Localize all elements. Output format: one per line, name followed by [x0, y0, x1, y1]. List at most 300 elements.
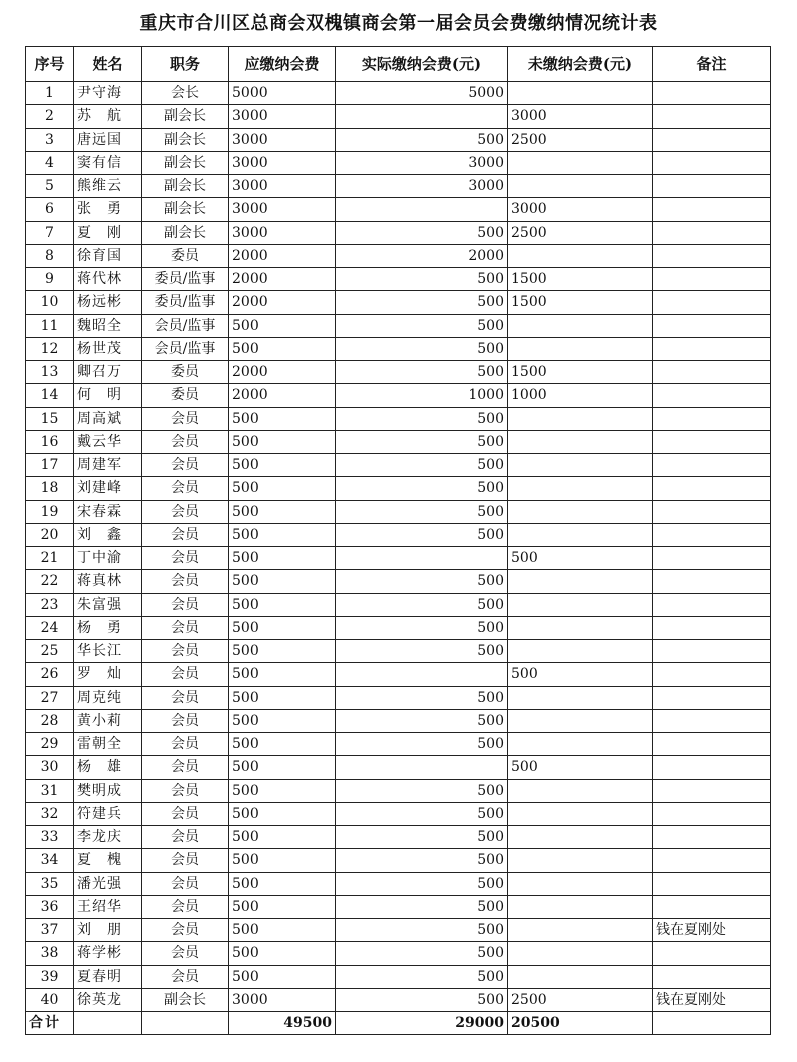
cell-name: 符建兵 [74, 802, 142, 825]
cell-name: 丁中渝 [74, 547, 142, 570]
cell-name: 杨世茂 [74, 337, 142, 360]
cell-role: 会员 [142, 523, 229, 546]
cell-paid: 500 [336, 826, 508, 849]
cell-name: 唐远国 [74, 128, 142, 151]
cell-unpaid [508, 454, 653, 477]
cell-paid: 500 [336, 268, 508, 291]
cell-unpaid [508, 709, 653, 732]
cell-note [653, 895, 771, 918]
cell-name: 蒋学彬 [74, 942, 142, 965]
cell-role: 会员 [142, 919, 229, 942]
total-row [26, 1012, 771, 1035]
cell-note [653, 198, 771, 221]
header-due: 应缴纳会费 [229, 47, 336, 82]
cell-due: 3000 [229, 175, 336, 198]
cell-due: 500 [229, 779, 336, 802]
cell-role: 会员/监事 [142, 314, 229, 337]
cell-no: 37 [26, 919, 74, 942]
table-row [26, 523, 771, 546]
cell-name: 周建军 [74, 454, 142, 477]
cell-unpaid [508, 779, 653, 802]
cell-paid: 500 [336, 988, 508, 1011]
cell-unpaid: 1500 [508, 291, 653, 314]
cell-name: 刘建峰 [74, 477, 142, 500]
cell-due: 500 [229, 407, 336, 430]
cell-due: 500 [229, 430, 336, 453]
cell-note [653, 686, 771, 709]
table-row [26, 826, 771, 849]
cell-paid: 500 [336, 593, 508, 616]
table-row [26, 500, 771, 523]
cell-unpaid: 2500 [508, 221, 653, 244]
cell-no: 32 [26, 802, 74, 825]
cell-role: 会员 [142, 454, 229, 477]
total-role-cell [142, 1012, 229, 1035]
cell-unpaid: 500 [508, 756, 653, 779]
cell-due: 500 [229, 756, 336, 779]
table-row [26, 151, 771, 174]
cell-role: 会员 [142, 895, 229, 918]
cell-unpaid [508, 477, 653, 500]
cell-note [653, 593, 771, 616]
cell-name: 魏昭全 [74, 314, 142, 337]
cell-paid: 500 [336, 872, 508, 895]
cell-unpaid [508, 82, 653, 105]
cell-name: 罗 灿 [74, 663, 142, 686]
cell-paid: 5000 [336, 82, 508, 105]
cell-unpaid [508, 895, 653, 918]
cell-due: 500 [229, 733, 336, 756]
cell-paid: 500 [336, 570, 508, 593]
cell-due: 500 [229, 802, 336, 825]
table-row [26, 430, 771, 453]
cell-no: 30 [26, 756, 74, 779]
cell-note [653, 384, 771, 407]
cell-note [653, 942, 771, 965]
cell-paid [336, 198, 508, 221]
table-row [26, 779, 771, 802]
cell-paid: 500 [336, 477, 508, 500]
cell-note [653, 454, 771, 477]
cell-paid: 500 [336, 640, 508, 663]
cell-no: 33 [26, 826, 74, 849]
table-row [26, 733, 771, 756]
cell-due: 500 [229, 895, 336, 918]
header-role: 职务 [142, 47, 229, 82]
cell-due: 500 [229, 826, 336, 849]
cell-no: 9 [26, 268, 74, 291]
total-due: 49500 [229, 1012, 336, 1035]
cell-due: 500 [229, 942, 336, 965]
cell-paid: 500 [336, 802, 508, 825]
document-title: 重庆市合川区总商会双槐镇商会第一届会员会费缴纳情况统计表 [139, 13, 658, 34]
cell-role: 会员/监事 [142, 337, 229, 360]
cell-name: 戴云华 [74, 430, 142, 453]
cell-role: 会员 [142, 756, 229, 779]
cell-due: 500 [229, 477, 336, 500]
cell-no: 18 [26, 477, 74, 500]
cell-note [653, 128, 771, 151]
cell-note [653, 500, 771, 523]
cell-note [653, 826, 771, 849]
table-row [26, 988, 771, 1011]
cell-unpaid [508, 919, 653, 942]
cell-name: 苏 航 [74, 105, 142, 128]
cell-paid: 500 [336, 942, 508, 965]
total-note-cell [653, 1012, 771, 1035]
table-row [26, 640, 771, 663]
cell-note [653, 733, 771, 756]
cell-paid: 500 [336, 128, 508, 151]
cell-unpaid [508, 151, 653, 174]
table-row [26, 268, 771, 291]
table-row [26, 314, 771, 337]
cell-unpaid: 1000 [508, 384, 653, 407]
cell-paid [336, 105, 508, 128]
cell-role: 会员 [142, 709, 229, 732]
cell-no: 14 [26, 384, 74, 407]
cell-unpaid: 1500 [508, 361, 653, 384]
cell-unpaid [508, 616, 653, 639]
cell-no: 13 [26, 361, 74, 384]
cell-name: 宋春霖 [74, 500, 142, 523]
cell-no: 7 [26, 221, 74, 244]
cell-no: 5 [26, 175, 74, 198]
cell-due: 500 [229, 337, 336, 360]
header-paid: 实际缴纳会费(元) [336, 47, 508, 82]
cell-unpaid: 3000 [508, 105, 653, 128]
cell-unpaid [508, 407, 653, 430]
cell-unpaid [508, 965, 653, 988]
header-unpaid: 未缴纳会费(元) [508, 47, 653, 82]
cell-unpaid [508, 849, 653, 872]
cell-no: 10 [26, 291, 74, 314]
cell-due: 3000 [229, 105, 336, 128]
cell-no: 26 [26, 663, 74, 686]
cell-paid: 500 [336, 337, 508, 360]
cell-role: 会员 [142, 663, 229, 686]
cell-unpaid [508, 942, 653, 965]
cell-paid: 3000 [336, 151, 508, 174]
table-row [26, 128, 771, 151]
cell-name: 潘光强 [74, 872, 142, 895]
cell-role: 副会长 [142, 175, 229, 198]
cell-role: 会员 [142, 733, 229, 756]
table-row [26, 407, 771, 430]
cell-no: 35 [26, 872, 74, 895]
cell-name: 夏 刚 [74, 221, 142, 244]
table-row [26, 454, 771, 477]
cell-unpaid: 2500 [508, 988, 653, 1011]
cell-no: 11 [26, 314, 74, 337]
cell-no: 15 [26, 407, 74, 430]
cell-note [653, 640, 771, 663]
cell-no: 8 [26, 244, 74, 267]
table-body [26, 82, 771, 1012]
table-row [26, 105, 771, 128]
cell-paid: 500 [336, 919, 508, 942]
cell-note [653, 663, 771, 686]
cell-due: 500 [229, 872, 336, 895]
cell-paid: 500 [336, 221, 508, 244]
cell-role: 副会长 [142, 988, 229, 1011]
header-row [26, 47, 771, 82]
header-note: 备注 [653, 47, 771, 82]
cell-no: 17 [26, 454, 74, 477]
cell-role: 会员 [142, 942, 229, 965]
cell-note [653, 151, 771, 174]
cell-name: 华长江 [74, 640, 142, 663]
cell-note [653, 268, 771, 291]
cell-due: 500 [229, 500, 336, 523]
cell-no: 6 [26, 198, 74, 221]
cell-unpaid [508, 872, 653, 895]
table-row [26, 547, 771, 570]
cell-paid: 500 [336, 616, 508, 639]
cell-paid: 500 [336, 779, 508, 802]
cell-role: 会员 [142, 407, 229, 430]
cell-paid: 500 [336, 454, 508, 477]
cell-no: 23 [26, 593, 74, 616]
cell-unpaid [508, 337, 653, 360]
table-row [26, 895, 771, 918]
cell-no: 27 [26, 686, 74, 709]
cell-unpaid [508, 593, 653, 616]
cell-due: 500 [229, 616, 336, 639]
cell-name: 杨 勇 [74, 616, 142, 639]
cell-note [653, 802, 771, 825]
total-paid: 29000 [336, 1012, 508, 1035]
cell-name: 刘 鑫 [74, 523, 142, 546]
cell-name: 何 明 [74, 384, 142, 407]
cell-role: 副会长 [142, 151, 229, 174]
cell-due: 2000 [229, 291, 336, 314]
header-no: 序号 [26, 47, 74, 82]
cell-role: 委员/监事 [142, 291, 229, 314]
table-row [26, 384, 771, 407]
table-row [26, 616, 771, 639]
cell-note [653, 477, 771, 500]
cell-note [653, 314, 771, 337]
cell-due: 3000 [229, 151, 336, 174]
table-row [26, 570, 771, 593]
cell-role: 委员/监事 [142, 268, 229, 291]
cell-role: 会长 [142, 82, 229, 105]
cell-role: 会员 [142, 640, 229, 663]
cell-name: 夏 槐 [74, 849, 142, 872]
table-row [26, 942, 771, 965]
cell-name: 徐英龙 [74, 988, 142, 1011]
cell-paid: 500 [336, 361, 508, 384]
table-row [26, 477, 771, 500]
cell-note [653, 965, 771, 988]
cell-name: 杨 雄 [74, 756, 142, 779]
cell-role: 委员 [142, 244, 229, 267]
cell-due: 500 [229, 640, 336, 663]
cell-note [653, 430, 771, 453]
cell-note [653, 779, 771, 802]
cell-unpaid [508, 244, 653, 267]
cell-unpaid [508, 733, 653, 756]
table-row [26, 82, 771, 105]
cell-note [653, 221, 771, 244]
cell-note [653, 570, 771, 593]
cell-due: 5000 [229, 82, 336, 105]
cell-paid: 500 [336, 733, 508, 756]
cell-no: 16 [26, 430, 74, 453]
cell-role: 会员 [142, 477, 229, 500]
table-row [26, 756, 771, 779]
cell-unpaid: 500 [508, 547, 653, 570]
cell-paid: 500 [336, 407, 508, 430]
table-row [26, 872, 771, 895]
cell-note [653, 244, 771, 267]
cell-role: 副会长 [142, 128, 229, 151]
cell-note [653, 849, 771, 872]
cell-no: 24 [26, 616, 74, 639]
cell-due: 500 [229, 570, 336, 593]
cell-no: 34 [26, 849, 74, 872]
cell-note [653, 175, 771, 198]
cell-role: 副会长 [142, 198, 229, 221]
cell-name: 夏春明 [74, 965, 142, 988]
cell-note [653, 105, 771, 128]
cell-paid: 500 [336, 686, 508, 709]
cell-due: 2000 [229, 244, 336, 267]
cell-note [653, 872, 771, 895]
header-name: 姓名 [74, 47, 142, 82]
cell-name: 杨远彬 [74, 291, 142, 314]
cell-role: 会员 [142, 779, 229, 802]
cell-note [653, 361, 771, 384]
cell-due: 500 [229, 965, 336, 988]
cell-no: 4 [26, 151, 74, 174]
cell-due: 2000 [229, 384, 336, 407]
cell-role: 会员 [142, 872, 229, 895]
cell-no: 31 [26, 779, 74, 802]
cell-note [653, 337, 771, 360]
cell-note [653, 616, 771, 639]
table-row [26, 198, 771, 221]
total-unpaid: 20500 [508, 1012, 653, 1035]
cell-unpaid [508, 826, 653, 849]
cell-role: 委员 [142, 361, 229, 384]
cell-name: 樊明成 [74, 779, 142, 802]
cell-due: 2000 [229, 361, 336, 384]
fee-table [25, 46, 771, 1035]
cell-paid: 2000 [336, 244, 508, 267]
cell-note [653, 709, 771, 732]
cell-due: 500 [229, 454, 336, 477]
cell-due: 3000 [229, 221, 336, 244]
cell-note [653, 547, 771, 570]
cell-role: 会员 [142, 686, 229, 709]
cell-unpaid [508, 523, 653, 546]
table-row [26, 686, 771, 709]
cell-note [653, 523, 771, 546]
cell-no: 38 [26, 942, 74, 965]
cell-due: 500 [229, 314, 336, 337]
cell-name: 刘 朋 [74, 919, 142, 942]
table-row [26, 291, 771, 314]
cell-no: 1 [26, 82, 74, 105]
cell-name: 窦有信 [74, 151, 142, 174]
cell-name: 李龙庆 [74, 826, 142, 849]
cell-due: 500 [229, 686, 336, 709]
cell-name: 卿召万 [74, 361, 142, 384]
cell-unpaid: 1500 [508, 268, 653, 291]
table-row [26, 244, 771, 267]
table-row [26, 221, 771, 244]
cell-unpaid [508, 570, 653, 593]
cell-role: 副会长 [142, 221, 229, 244]
cell-paid: 500 [336, 500, 508, 523]
cell-note: 钱在夏刚处 [653, 919, 771, 942]
cell-name: 徐育国 [74, 244, 142, 267]
cell-due: 500 [229, 547, 336, 570]
cell-name: 熊维云 [74, 175, 142, 198]
cell-paid: 500 [336, 849, 508, 872]
cell-unpaid [508, 802, 653, 825]
cell-unpaid [508, 430, 653, 453]
cell-role: 会员 [142, 593, 229, 616]
cell-no: 3 [26, 128, 74, 151]
table-row [26, 849, 771, 872]
table-row [26, 802, 771, 825]
cell-no: 21 [26, 547, 74, 570]
cell-name: 周克纯 [74, 686, 142, 709]
cell-due: 500 [229, 709, 336, 732]
cell-no: 29 [26, 733, 74, 756]
cell-no: 20 [26, 523, 74, 546]
cell-name: 雷朝全 [74, 733, 142, 756]
cell-name: 蒋代林 [74, 268, 142, 291]
cell-due: 500 [229, 523, 336, 546]
cell-role: 会员 [142, 965, 229, 988]
cell-name: 蒋真林 [74, 570, 142, 593]
total-label: 合计 [26, 1012, 74, 1035]
cell-paid [336, 756, 508, 779]
cell-role: 委员 [142, 384, 229, 407]
cell-unpaid: 3000 [508, 198, 653, 221]
cell-note [653, 82, 771, 105]
cell-paid: 500 [336, 895, 508, 918]
cell-paid: 500 [336, 314, 508, 337]
cell-name: 朱富强 [74, 593, 142, 616]
cell-note [653, 756, 771, 779]
cell-due: 500 [229, 593, 336, 616]
cell-no: 25 [26, 640, 74, 663]
cell-paid: 500 [336, 523, 508, 546]
cell-due: 3000 [229, 198, 336, 221]
cell-unpaid [508, 175, 653, 198]
table-row [26, 361, 771, 384]
cell-role: 会员 [142, 430, 229, 453]
table-row [26, 337, 771, 360]
cell-no: 19 [26, 500, 74, 523]
cell-role: 会员 [142, 849, 229, 872]
cell-due: 2000 [229, 268, 336, 291]
cell-unpaid [508, 686, 653, 709]
cell-note [653, 407, 771, 430]
cell-no: 40 [26, 988, 74, 1011]
table-row [26, 709, 771, 732]
cell-note [653, 291, 771, 314]
cell-name: 周高斌 [74, 407, 142, 430]
cell-no: 28 [26, 709, 74, 732]
cell-paid: 500 [336, 291, 508, 314]
cell-paid: 500 [336, 965, 508, 988]
